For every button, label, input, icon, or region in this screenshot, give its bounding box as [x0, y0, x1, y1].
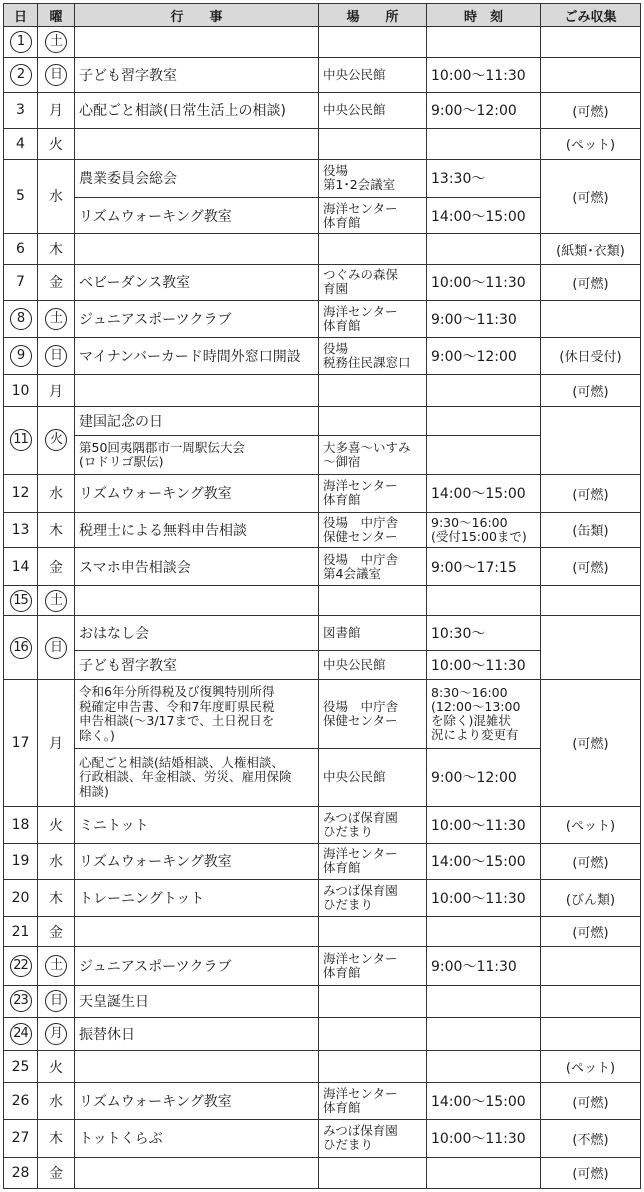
- table-row: [4, 159, 641, 197]
- day-number: 28: [11, 1164, 30, 1181]
- time-cell: 10:00～11:30: [427, 58, 541, 93]
- weekday-cell: [38, 917, 75, 947]
- event-cell: [75, 234, 319, 265]
- weekday-label: 金: [49, 559, 63, 576]
- time-cell: 13:30～: [427, 159, 541, 197]
- place-cell: 中央公民館: [319, 93, 427, 128]
- time-cell: 9:00～12:00: [427, 337, 541, 374]
- garbage-collection-cell: (可燃): [541, 375, 641, 407]
- weekday-cell: [38, 375, 75, 407]
- day-cell: [4, 375, 38, 407]
- day-cell: [4, 985, 38, 1017]
- day-number: 24: [10, 1023, 32, 1045]
- place-cell: 海洋センター 体育館: [319, 198, 427, 234]
- weekday-cell: [38, 1050, 75, 1082]
- time-cell: 10:00～11:30: [427, 1120, 541, 1157]
- day-cell: [4, 1157, 38, 1188]
- weekday-cell: [38, 128, 75, 159]
- garbage-collection-cell: (可燃): [541, 1083, 641, 1120]
- weekday-cell: [38, 947, 75, 985]
- day-cell: [4, 879, 38, 916]
- place-cell: つぐみの森保 育園: [319, 265, 427, 300]
- garbage-collection-cell: (缶類): [541, 512, 641, 547]
- event-cell: 第50回夷隅郡市一周駅伝大会 (ロドリゴ駅伝): [75, 436, 319, 474]
- weekday-label: 金: [49, 924, 63, 941]
- day-number: 2: [10, 64, 32, 86]
- header-time: 時 刻: [427, 4, 541, 27]
- time-cell: [427, 128, 541, 159]
- garbage-collection-cell: (可燃): [541, 679, 641, 806]
- garbage-collection-cell: (ペット): [541, 128, 641, 159]
- day-number: 5: [16, 188, 25, 205]
- garbage-collection-cell: (可燃): [541, 917, 641, 947]
- day-number: 18: [11, 816, 30, 833]
- day-number: 13: [11, 521, 30, 538]
- table-header: [4, 4, 641, 27]
- table-row: [4, 337, 641, 374]
- time-cell: 14:00～15:00: [427, 1083, 541, 1120]
- day-cell: [4, 512, 38, 547]
- day-number: 10: [11, 382, 30, 399]
- day-number: 21: [11, 923, 30, 940]
- table-row: [4, 128, 641, 159]
- place-cell: みつば保育園 ひだまり: [319, 879, 427, 916]
- event-cell: ベビーダンス教室: [75, 265, 319, 300]
- time-cell: [427, 586, 541, 616]
- garbage-collection-cell: [541, 586, 641, 616]
- event-cell: [75, 27, 319, 58]
- day-cell: [4, 917, 38, 947]
- garbage-collection-cell: (可燃): [541, 93, 641, 128]
- time-cell: [427, 234, 541, 265]
- place-cell: 海洋センター 体育館: [319, 1083, 427, 1120]
- weekday-label: 水: [49, 1094, 63, 1111]
- weekday-label: 日: [45, 990, 67, 1012]
- event-cell: ジュニアスポーツクラブ: [75, 947, 319, 985]
- weekday-label: 土: [45, 308, 67, 330]
- event-cell: [75, 917, 319, 947]
- garbage-collection-cell: (可燃): [541, 1157, 641, 1188]
- table-row: [4, 806, 641, 843]
- day-number: 22: [10, 955, 32, 977]
- day-cell: [4, 806, 38, 843]
- place-cell: みつば保育園 ひだまり: [319, 1120, 427, 1157]
- place-cell: 海洋センター 体育館: [319, 474, 427, 512]
- table-row: [4, 548, 641, 586]
- weekday-cell: [38, 300, 75, 337]
- weekday-cell: [38, 407, 75, 474]
- day-cell: [4, 1050, 38, 1082]
- weekday-cell: [38, 548, 75, 586]
- table-row: [4, 375, 641, 407]
- event-cell: [75, 1050, 319, 1082]
- garbage-collection-cell: [541, 985, 641, 1017]
- weekday-cell: [38, 806, 75, 843]
- weekday-cell: [38, 985, 75, 1017]
- time-cell: 14:00～15:00: [427, 474, 541, 512]
- table-body: [4, 27, 641, 1189]
- time-cell: 14:00～15:00: [427, 843, 541, 879]
- place-cell: 図書館: [319, 616, 427, 650]
- time-cell: 14:00～15:00: [427, 198, 541, 234]
- weekday-label: 水: [49, 486, 63, 503]
- table-row: [4, 58, 641, 93]
- weekday-cell: [38, 879, 75, 916]
- garbage-collection-cell: [541, 407, 641, 474]
- time-cell: [427, 375, 541, 407]
- place-cell: 役場 中庁舎 保健センター: [319, 512, 427, 547]
- time-cell: 9:00～12:00: [427, 93, 541, 128]
- event-cell: 農業委員会総会: [75, 159, 319, 197]
- table-row: [4, 93, 641, 128]
- time-cell: [427, 1157, 541, 1188]
- weekday-label: 土: [45, 955, 67, 977]
- weekday-cell: [38, 474, 75, 512]
- time-cell: 9:00～11:30: [427, 947, 541, 985]
- time-cell: [427, 1050, 541, 1082]
- weekday-label: 水: [49, 189, 63, 206]
- garbage-collection-cell: (紙類･衣類): [541, 234, 641, 265]
- event-cell: ミニトット: [75, 806, 319, 843]
- place-cell: [319, 375, 427, 407]
- time-cell: [427, 1017, 541, 1050]
- day-number: 9: [10, 345, 32, 367]
- weekday-label: 金: [49, 1165, 63, 1182]
- header-place: 場 所: [319, 4, 427, 27]
- day-number: 3: [16, 102, 25, 119]
- event-cell: 建国記念の日: [75, 407, 319, 436]
- garbage-collection-cell: (ペット): [541, 806, 641, 843]
- time-cell: 9:30～16:00 (受付15:00まで): [427, 512, 541, 547]
- table-row: [4, 1157, 641, 1188]
- weekday-label: 土: [45, 590, 67, 612]
- time-cell: [427, 436, 541, 474]
- time-cell: [427, 917, 541, 947]
- day-number: 4: [16, 135, 25, 152]
- event-cell: ジュニアスポーツクラブ: [75, 300, 319, 337]
- day-cell: [4, 474, 38, 512]
- day-cell: [4, 128, 38, 159]
- day-cell: [4, 300, 38, 337]
- weekday-label: 月: [49, 735, 63, 752]
- place-cell: 海洋センター 体育館: [319, 947, 427, 985]
- time-cell: 10:30～: [427, 616, 541, 650]
- garbage-collection-cell: (ペット): [541, 1050, 641, 1082]
- day-cell: [4, 1120, 38, 1157]
- table-row: [4, 234, 641, 265]
- garbage-collection-cell: (休日受付): [541, 337, 641, 374]
- day-cell: [4, 947, 38, 985]
- place-cell: 海洋センター 体育館: [319, 843, 427, 879]
- garbage-collection-cell: (可燃): [541, 265, 641, 300]
- weekday-label: 月: [45, 1023, 67, 1045]
- event-cell: トットくらぶ: [75, 1120, 319, 1157]
- place-cell: 役場 税務住民課窓口: [319, 337, 427, 374]
- weekday-label: 金: [49, 275, 63, 292]
- day-cell: [4, 234, 38, 265]
- table-row: [4, 947, 641, 985]
- place-cell: みつば保育園 ひだまり: [319, 806, 427, 843]
- day-number: 25: [11, 1058, 30, 1075]
- time-cell: [427, 985, 541, 1017]
- day-cell: [4, 337, 38, 374]
- table-row: [4, 586, 641, 616]
- garbage-collection-cell: [541, 27, 641, 58]
- day-cell: [4, 548, 38, 586]
- day-number: 1: [10, 31, 32, 53]
- weekday-cell: [38, 337, 75, 374]
- event-cell: 天皇誕生日: [75, 985, 319, 1017]
- event-cell: スマホ申告相談会: [75, 548, 319, 586]
- time-cell: [427, 27, 541, 58]
- weekday-cell: [38, 234, 75, 265]
- table-row: [4, 512, 641, 547]
- garbage-collection-cell: [541, 58, 641, 93]
- time-cell: 10:00～11:30: [427, 879, 541, 916]
- day-number: 26: [11, 1093, 30, 1110]
- weekday-label: 木: [49, 891, 63, 908]
- day-number: 20: [11, 890, 30, 907]
- event-cell: [75, 1157, 319, 1188]
- day-cell: [4, 679, 38, 806]
- weekday-label: 木: [49, 242, 63, 259]
- event-cell: 振替休日: [75, 1017, 319, 1050]
- place-cell: [319, 985, 427, 1017]
- weekday-cell: [38, 843, 75, 879]
- place-cell: [319, 1050, 427, 1082]
- day-cell: [4, 1017, 38, 1050]
- time-cell: 9:00～11:30: [427, 300, 541, 337]
- day-cell: [4, 93, 38, 128]
- weekday-cell: [38, 679, 75, 806]
- event-cell: 心配ごと相談(結婚相談、人権相談、 行政相談、年金相談、労災、雇用保険 相談): [75, 749, 319, 806]
- day-number: 11: [10, 429, 32, 451]
- place-cell: 海洋センター 体育館: [319, 300, 427, 337]
- garbage-collection-cell: (可燃): [541, 843, 641, 879]
- place-cell: [319, 917, 427, 947]
- weekday-label: 木: [49, 522, 63, 539]
- place-cell: [319, 1157, 427, 1188]
- time-cell: 10:00～11:30: [427, 650, 541, 679]
- place-cell: [319, 586, 427, 616]
- weekday-cell: [38, 616, 75, 679]
- table-row: [4, 843, 641, 879]
- place-cell: 中央公民館: [319, 749, 427, 806]
- day-number: 8: [10, 308, 32, 330]
- place-cell: [319, 1017, 427, 1050]
- event-cell: マイナンバーカード時間外窓口開設: [75, 337, 319, 374]
- weekday-label: 火: [45, 429, 67, 451]
- day-cell: [4, 265, 38, 300]
- time-cell: 10:00～11:30: [427, 265, 541, 300]
- garbage-collection-cell: [541, 1017, 641, 1050]
- table-row: [4, 1120, 641, 1157]
- weekday-label: 土: [45, 31, 67, 53]
- table-row: [4, 300, 641, 337]
- place-cell: [319, 234, 427, 265]
- weekday-label: 月: [49, 103, 63, 120]
- day-number: 27: [11, 1130, 30, 1147]
- event-cell: 税理士による無料申告相談: [75, 512, 319, 547]
- weekday-label: 火: [49, 817, 63, 834]
- weekday-label: 火: [49, 1059, 63, 1076]
- table-row: [4, 1050, 641, 1082]
- place-cell: [319, 27, 427, 58]
- weekday-cell: [38, 1157, 75, 1188]
- day-cell: [4, 407, 38, 474]
- table-row: [4, 1017, 641, 1050]
- place-cell: 役場 中庁舎 第4会議室: [319, 548, 427, 586]
- weekday-cell: [38, 93, 75, 128]
- day-number: 6: [16, 241, 25, 258]
- garbage-collection-cell: (不燃): [541, 1120, 641, 1157]
- weekday-label: 日: [45, 64, 67, 86]
- event-cell: 子ども習字教室: [75, 650, 319, 679]
- event-calendar-table: [3, 3, 641, 1189]
- event-cell: 子ども習字教室: [75, 58, 319, 93]
- event-cell: [75, 375, 319, 407]
- event-cell: [75, 586, 319, 616]
- garbage-collection-cell: [541, 947, 641, 985]
- weekday-label: 日: [45, 637, 67, 659]
- day-cell: [4, 159, 38, 233]
- day-cell: [4, 843, 38, 879]
- event-cell: トレーニングトット: [75, 879, 319, 916]
- day-number: 7: [16, 274, 25, 291]
- weekday-cell: [38, 27, 75, 58]
- table-row: [4, 879, 641, 916]
- day-number: 12: [11, 485, 30, 502]
- garbage-collection-cell: (びん類): [541, 879, 641, 916]
- weekday-cell: [38, 586, 75, 616]
- day-cell: [4, 1083, 38, 1120]
- event-cell: 心配ごと相談(日常生活上の相談): [75, 93, 319, 128]
- weekday-label: 日: [45, 345, 67, 367]
- day-cell: [4, 616, 38, 679]
- time-cell: 9:00～12:00: [427, 749, 541, 806]
- place-cell: 中央公民館: [319, 650, 427, 679]
- garbage-collection-cell: [541, 616, 641, 679]
- weekday-label: 木: [49, 1131, 63, 1148]
- weekday-cell: [38, 265, 75, 300]
- event-cell: 令和6年分所得税及び復興特別所得 税確定申告書、令和7年度町県民税 申告相談(～3/17まで、土日祝日を 除く。): [75, 679, 319, 748]
- event-cell: リズムウォーキング教室: [75, 1083, 319, 1120]
- day-cell: [4, 58, 38, 93]
- day-number: 23: [10, 990, 32, 1012]
- table-row: [4, 616, 641, 650]
- time-cell: 9:00～17:15: [427, 548, 541, 586]
- weekday-cell: [38, 159, 75, 233]
- place-cell: [319, 128, 427, 159]
- header-day: 日: [4, 4, 38, 27]
- table-row: [4, 985, 641, 1017]
- table-row: [4, 1083, 641, 1120]
- event-cell: [75, 128, 319, 159]
- day-number: 15: [10, 590, 32, 612]
- garbage-collection-cell: (可燃): [541, 159, 641, 233]
- table-row: [4, 407, 641, 436]
- table-row: [4, 27, 641, 58]
- weekday-cell: [38, 1120, 75, 1157]
- place-cell: [319, 407, 427, 436]
- garbage-collection-cell: (可燃): [541, 474, 641, 512]
- day-cell: [4, 27, 38, 58]
- place-cell: 大多喜～いすみ ～御宿: [319, 436, 427, 474]
- place-cell: 中央公民館: [319, 58, 427, 93]
- time-cell: 10:00～11:30: [427, 806, 541, 843]
- place-cell: 役場 第1･2会議室: [319, 159, 427, 197]
- weekday-label: 月: [49, 383, 63, 400]
- header-garbage: ごみ収集: [541, 4, 641, 27]
- weekday-cell: [38, 1083, 75, 1120]
- weekday-cell: [38, 512, 75, 547]
- day-number: 19: [11, 853, 30, 870]
- table-row: [4, 265, 641, 300]
- place-cell: 役場 中庁舎 保健センター: [319, 679, 427, 748]
- header-weekday: 曜: [38, 4, 75, 27]
- time-cell: [427, 407, 541, 436]
- event-cell: おはなし会: [75, 616, 319, 650]
- table-row: [4, 474, 641, 512]
- table-row: [4, 679, 641, 748]
- time-cell: 8:30～16:00 (12:00～13:00 を除く)混雑状 況により変更有: [427, 679, 541, 748]
- day-cell: [4, 586, 38, 616]
- table-row: [4, 917, 641, 947]
- weekday-cell: [38, 1017, 75, 1050]
- day-number: 14: [11, 558, 30, 575]
- day-number: 17: [11, 734, 30, 751]
- garbage-collection-cell: (可燃): [541, 548, 641, 586]
- header-event: 行 事: [75, 4, 319, 27]
- weekday-label: 火: [49, 136, 63, 153]
- event-cell: リズムウォーキング教室: [75, 474, 319, 512]
- event-cell: リズムウォーキング教室: [75, 198, 319, 234]
- day-number: 16: [10, 637, 32, 659]
- garbage-collection-cell: [541, 300, 641, 337]
- event-cell: リズムウォーキング教室: [75, 843, 319, 879]
- weekday-cell: [38, 58, 75, 93]
- weekday-label: 水: [49, 854, 63, 871]
